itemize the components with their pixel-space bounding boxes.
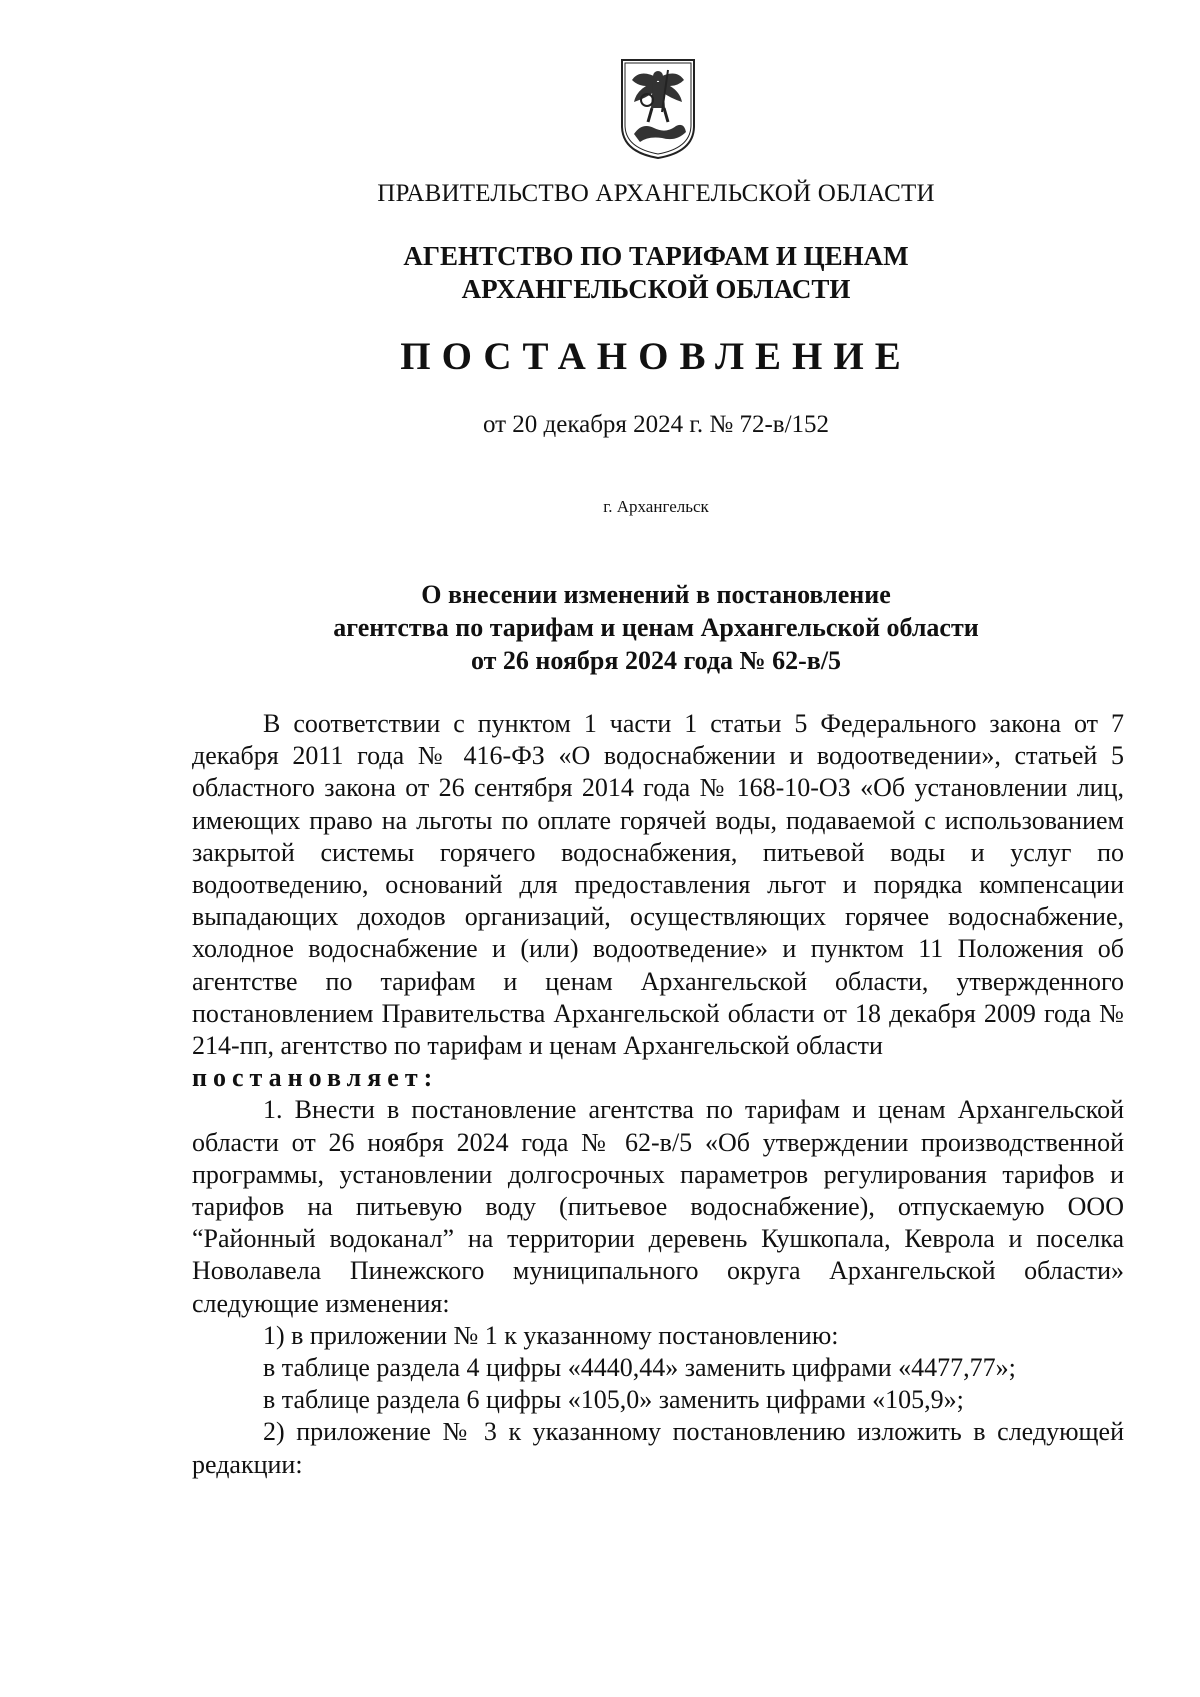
resolves-word: постановляет: [192, 1063, 439, 1093]
document-type-title: ПОСТАНОВЛЕНИЕ [400, 335, 912, 378]
item-1-2-paragraph: 2) приложение № 3 к указанному постановлению изложить в следующей редакции: [192, 1417, 1124, 1479]
coat-of-arms-emblem [618, 56, 698, 160]
item-1-1a-paragraph: в таблице раздела 4 цифры «4440,44» заменить цифрами «4477,77»; [263, 1353, 1016, 1383]
agency-name-line1: АГЕНТСТВО ПО ТАРИФАМ И ЦЕНАМ [403, 241, 909, 271]
subject-line1: О внесении изменений в постановление [421, 580, 891, 609]
item-1-1-paragraph: 1) в приложении № 1 к указанному постановлению: [263, 1320, 839, 1350]
subject-line3: от 26 ноября 2024 года № 62-в/5 [470, 646, 842, 675]
government-name: ПРАВИТЕЛЬСТВО АРХАНГЕЛЬСКОЙ ОБЛАСТИ [377, 180, 935, 207]
document-date-number: от 20 декабря 2024 г. № 72-в/152 [482, 411, 830, 438]
subject-line2: агентства по тарифам и ценам Архангельской области [333, 613, 979, 642]
document-subject [190, 578, 1122, 677]
document-body [192, 708, 1124, 1481]
item-1-paragraph: 1. Внести в постановление агентства по тарифам и ценам Архангельской области от 26 ноября 2024 года № 62-в/5 «Об утверждении производственной программы, установлении долгосрочных параметров регулирования тарифов и тарифов на питьевую воду (питьевое водоснабжение), отпускаемую ООО “Районный водоканал” на территории деревень Кушкопала, Кеврола и поселка Новолавела Пинежского муниципального округа Архангельской области» следующие изменения: [192, 1095, 1124, 1318]
preamble-text: В соответствии с пунктом 1 части 1 статьи 5 Федерального закона от 7 декабря 2011 года № 416-ФЗ «О водоснабжении и водоотведении», статьей 5 областного закона от 26 сентября 2014 года № 168-10-ОЗ «Об установлении лиц, имеющих право на льготы по оплате горячей воды, подаваемой с использованием закрытой системы горячего водоснабжения, питьевой воды и услуг по водоотведению, оснований для предоставления льгот и порядка компенсации выпадающих доходов организаций, осуществляющих горячее водоснабжение, холодное водоснабжение и (или) водоотведение» и пунктом 11 Положения об агентстве по тарифам и ценам Архангельской области, утвержденного постановлением Правительства Архангельской области от 18 декабря 2009 года № 214-пп, агентство по тарифам и ценам Архангельской области [192, 709, 1124, 1061]
preamble-paragraph [192, 708, 1124, 1062]
agency-name-line2: АРХАНГЕЛЬСКОЙ ОБЛАСТИ [461, 274, 851, 304]
agency-name [0, 240, 1200, 306]
item-1-1b-paragraph: в таблице раздела 6 цифры «105,0» заменить цифрами «105,9»; [263, 1385, 964, 1415]
resolves-paragraph [192, 1062, 1124, 1094]
document-city: г. Архангельск [603, 497, 709, 516]
